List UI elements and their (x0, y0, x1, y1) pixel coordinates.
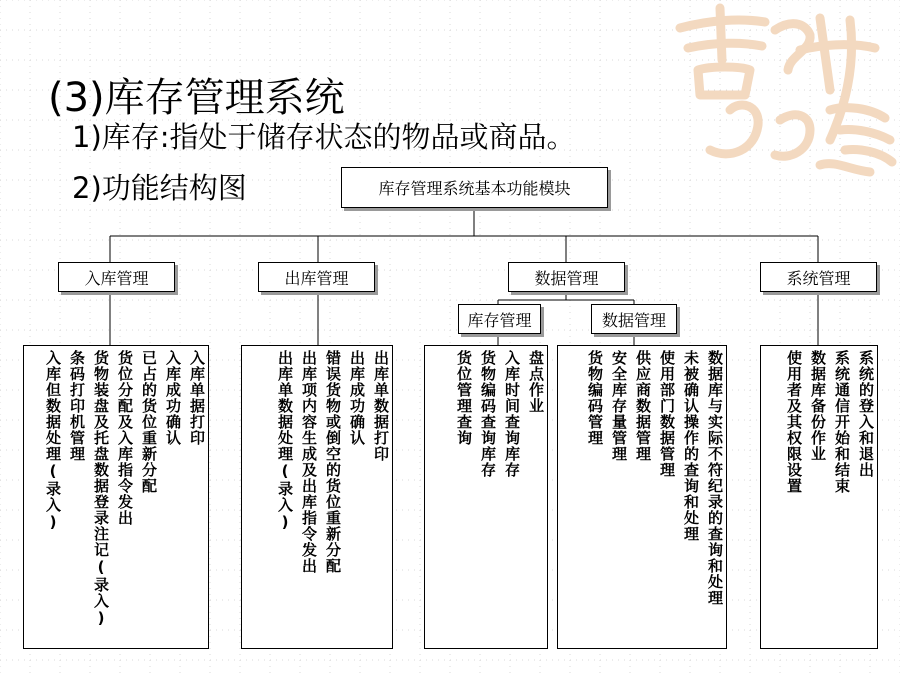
sub-inventory-box: 库存管理 (458, 304, 541, 334)
page-title: (3)库存管理系统 (48, 75, 345, 121)
inventory-item: 货物编码查询库存 (479, 350, 497, 478)
definition-line: 1)库存:指处于储存状态的物品或商品。 (72, 120, 576, 154)
inbound-item: 货物装盘及托盘数据登录注记(录入) (92, 350, 110, 628)
outbound-items-panel (241, 345, 393, 649)
outbound-item: 错误货物或倒空的货位重新分配 (324, 350, 342, 574)
inbound-items-panel (23, 345, 209, 649)
data-item: 数据库与实际不符纪录的查询和处理 (706, 350, 724, 606)
inbound-item: 已占的货位重新分配 (140, 350, 158, 494)
inventory-item: 入库时间查询库存 (503, 350, 521, 478)
system-item: 数据库备份作业 (809, 350, 827, 462)
outbound-item: 出库单数据打印 (372, 350, 390, 462)
inventory-item: 货位管理查询 (455, 350, 473, 446)
branch-inbound-box: 入库管理 (58, 262, 175, 292)
inbound-item: 条码打印机管理 (68, 350, 86, 462)
inbound-item: 入库成功确认 (164, 350, 182, 446)
inbound-item: 入库单据打印 (188, 350, 206, 446)
outbound-item: 出库单数据处理(录入) (276, 350, 294, 532)
branch-outbound-box: 出库管理 (258, 262, 375, 292)
data-items-panel (557, 345, 727, 649)
system-item: 使用者及其权限设置 (785, 350, 803, 494)
data-item: 未被确认操作的查询和处理 (682, 350, 700, 542)
inventory-item: 盘点作业 (527, 350, 545, 414)
outbound-item: 出库项内容生成及出库指令发出 (300, 350, 318, 574)
inventory-items-panel (424, 345, 548, 649)
system-item: 系统通信开始和结束 (833, 350, 851, 494)
root-module-box: 库存管理系统基本功能模块 (341, 167, 608, 208)
system-item: 系统的登入和退出 (857, 350, 875, 478)
data-item: 货物编码管理 (586, 350, 604, 446)
inbound-item: 货位分配及入库指令发出 (116, 350, 134, 526)
system-items-panel (760, 345, 878, 649)
outbound-item: 出库成功确认 (348, 350, 366, 446)
subheading-structure: 2)功能结构图 (72, 171, 247, 205)
data-item: 供应商数据管理 (634, 350, 652, 462)
branch-system-box: 系统管理 (760, 262, 877, 292)
branch-data-box: 数据管理 (508, 262, 625, 292)
inbound-item: 入库但数据处理(录入) (44, 350, 62, 532)
sub-data-box: 数据管理 (591, 304, 677, 334)
data-item: 安全库存量管理 (610, 350, 628, 462)
data-item: 使用部门数据管理 (658, 350, 676, 478)
